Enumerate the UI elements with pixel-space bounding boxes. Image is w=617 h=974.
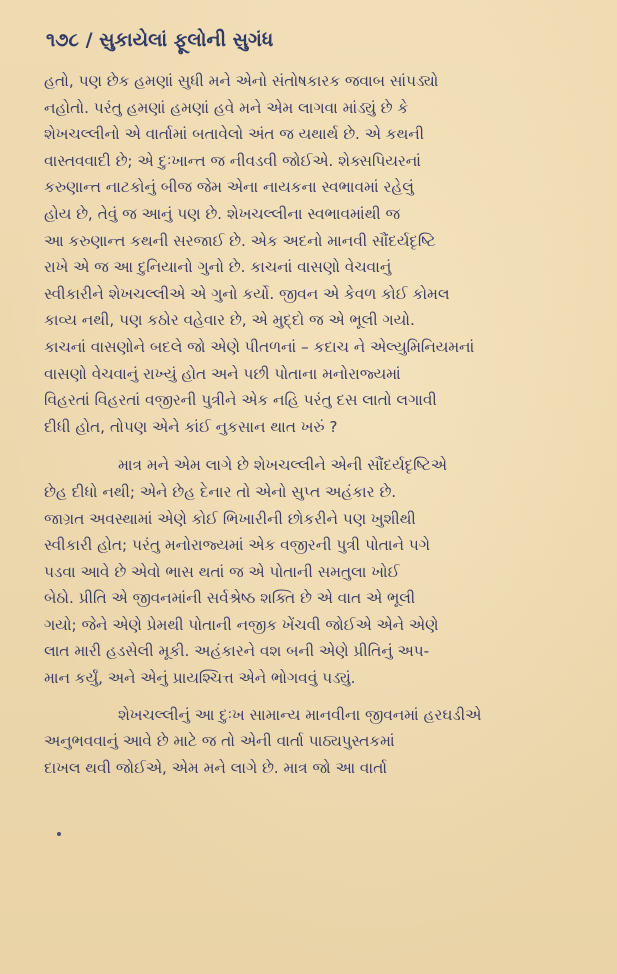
text-line: વાસ્તવવાદી છે; એ દુઃખાન્ત જ નીવડવી જોઈએ. શેક્સપિયરનાં — [44, 151, 421, 170]
paragraph-2 — [44, 452, 578, 691]
text-line: આ કરુણાન્ત કથની સરજાઈ છે. એક અદનો માનવી સૌંદર્યદૃષ્ટિ — [44, 231, 436, 250]
text-line: જાગ્રત અવસ્થામાં એણે કોઈ ભિખારીની છોકરીને પણ ખુશીથી — [44, 509, 416, 528]
text-line: ગયો; જેને એણે પ્રેમથી પોતાની નજીક ખેંચવી જોઈએ એને એણે — [44, 615, 439, 634]
running-head: ૧૭૮ / સુકાયેલાં ફૂલોની સુગંધ — [46, 29, 274, 51]
print-speck-mark — [57, 832, 61, 836]
text-line: બેઠો. પ્રીતિ એ જીવનમાંની સર્વશ્રેષ્ઠ શક્તિ છે એ વાત એ ભૂલી — [44, 589, 416, 608]
text-line: સ્વીકારી હોત; પરંતુ મનોરાજ્યમાં એક વજીરની પુત્રી પોતાને પગે — [44, 536, 430, 555]
text-line: હતો, પણ છેક હમણાં સુધી મને એનો સંતોષકારક જવાબ સાંપડ્યો — [44, 72, 439, 90]
text-line: હોય છે, તેવું જ આનું પણ છે. શેખચલ્લીના સ્વભાવમાંથી જ — [44, 204, 401, 223]
text-line: અનુભવવાનું આવે છે માટે જ તો એની વાર્તા પાઠ્યપુસ્તકમાં — [44, 732, 395, 751]
text-line: લાત મારી હડસેલી મૂકી. અહંકારને વશ બની એણે પ્રીતિનું અપ- — [44, 642, 430, 661]
body-text — [44, 68, 578, 781]
text-line: સ્વીકારીને શેખચલ્લીએ એ ગુનો કર્યો. જીવન એ કેવળ કોઈ કોમલ — [44, 284, 450, 303]
text-line: શેખચલ્લીનો એ વાર્તામાં બતાવેલો અંત જ યથાર્થ છે. એ કથની — [44, 125, 425, 144]
text-line: વાસણો વેચવાનું રાખ્યું હોત અને પછી પોતાના મનોરાજ્યમાં — [44, 364, 401, 383]
text-line: શેખચલ્લીનું આ દુઃખ સામાન્ય માનવીના જીવનમાં હરઘડીએ — [118, 705, 482, 724]
text-line: માત્ર મને એમ લાગે છે શેખચલ્લીને એની સૌંદર્યદૃષ્ટિએ — [118, 456, 447, 475]
text-line: દીધી હોત, તોપણ એને કાંઈ નુકસાન થાત ખરું ? — [44, 417, 338, 436]
text-line: વિહરતાં વિહરતાં વજીરની પુત્રીને એક નહિ પરંતુ દસ લાતો લગાવી — [44, 391, 437, 410]
text-line: પડવા આવે છે એવો ભાસ થતાં જ એ પોતાની સમતુલા ખોઈ — [44, 562, 400, 581]
text-line: રાખે એ જ આ દુનિયાનો ગુનો છે. કાચનાં વાસણો વેચવાનું — [44, 258, 392, 277]
text-line: કાવ્ય નથી, પણ કઠોર વહેવાર છે, એ મુદ્દો જ એ ભૂલી ગયો. — [44, 311, 415, 330]
text-line: છેહ દીધો નથી; એને છેહ દેનાર તો એનો સુપ્ત અહંકાર છે. — [44, 482, 397, 501]
text-line: કરુણાન્ત નાટકોનું બીજ જેમ એના નાયકના સ્વભાવમાં રહેલું — [44, 178, 414, 197]
paragraph-3 — [44, 702, 578, 782]
text-line: દાખલ થવી જોઈએ, એમ મને લાગે છે. માત્ર જો આ વાર્તા — [44, 758, 387, 777]
text-line: નહોતો. પરંતુ હમણાં હમણાં હવે મને એમ લાગવા માંડ્યું છે કે — [44, 98, 409, 117]
text-line: કાચનાં વાસણોને બદલે જો એણે પીતળનાં – કદાચ ને એલ્યુમિનિયમનાં — [44, 337, 475, 356]
text-line: માન કર્યું, અને એનું પ્રાયશ્ચિત્ત એને ભોગવવું પડ્યું. — [44, 669, 356, 688]
paragraph-1 — [44, 68, 578, 440]
